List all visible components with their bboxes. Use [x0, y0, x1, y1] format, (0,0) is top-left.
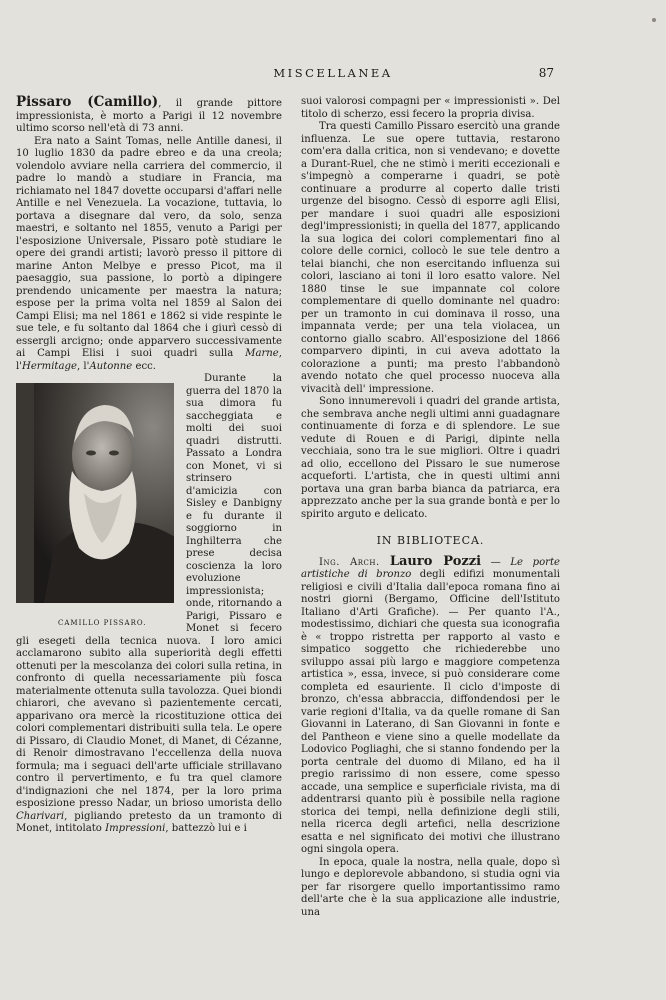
page-number: 87 [538, 66, 554, 80]
portrait-caption: CAMILLO PISSARO. [58, 619, 147, 627]
left-column [16, 96, 282, 836]
paper-spot [652, 18, 656, 22]
portrait-illustration [34, 383, 174, 603]
article-paragraph-1: Pissaro (Camillo), il grande pittore impressionista, è morto a Parigi il 12 novembre ultimo scorso nell'età di 73 anni. [16, 94, 282, 134]
book-title: Le porte artistiche di bronzo [301, 556, 561, 580]
right-column [301, 96, 560, 919]
biblioteca-paragraph-2: In epoca, quale la nostra, nella quale, dopo sì lungo e deplorevole abbandono, si studia ogni via per far risorgere quello importantissimo ramo dell'arte che è la sua applicazione alle industrie, una [301, 856, 560, 918]
article-paragraph-4: suoi valorosi compagni per « impressionisti ». Del titolo di scherzo, essi fecero la propria divisa. [301, 96, 560, 120]
article-paragraph-3: CAMILLO PISSARO. Durante la guerra del 1870 la sua dimora fu saccheggiata e molti dei suoi quadri distrutti. Passato a Londra con Monet, vi si strinsero d'amicizia con Sisley e Danbigny e fu durante il soggiorno in Inghilterra che prese decisa coscienza la loro evoluzione impressionista; onde, ritornando a Parigi, Pissaro e Monet si fecero gli esegeti della tecnica nuova. I loro amici acclamarono subito alla superiorità degli effetti ottenuti per la mescolanza dei colori sulla retina, in confronto di quella necessariamente più fosca materialmente ottenuta sulla tavolozza. Quei biondi chiarori, che avevano sì pazientemente cercati, apparivano ora mercè la ricostituzione ottica dei colori complementari distribuiti sulla tela. Le opere di Pissaro, di Claudio Monet, di Manet, di Cézanne, di Renoir dimostravano l'eccellenza della nuova formula; ma i seguaci dell'arte ufficiale strillavano contro il pervertimento, e fu tra quel clamore d'indignazioni che nel 1874, per la loro prima esposizione presso Nadar, un brioso umorista dello Charivari, pigliando pretesto da un tramonto di Monet, intitolato Impressioni, battezzò lui e i [16, 373, 282, 834]
section-title-biblioteca: IN BIBLIOTECA. [376, 534, 485, 547]
article-paragraph-6: Sono innumerevoli i quadri del grande artista, che sembrava anche negli ultimi anni guadagnare continuamente di forza e di splendore. Le sue vedute di Rouen e di Parigi, dipinte nella vecchiaia, sono tra le sue migliori. Oltre i quadri ad olio, eccellono del Pissaro le sue numerose acqueforti. L'artista, che in questi ultimi anni portava una gran barba bianca da patriarca, era apprezzato anche per la sua grande bontà e per lo spirito arguto e delicato. [301, 396, 560, 520]
article-paragraph-2: Era nato a Saint Tomas, nelle Antille danesi, il 10 luglio 1830 da padre ebreo e da una creola; volendolo avviare nella carriera del commercio, il padre lo mandò a studiare in Francia, ma richiamato nel 1847 dovette occuparsi d'affari nelle Antille e nel Venezuela. La vocazione, tuttavia, lo portava a disegnare dal vero, da solo, senza maestri, e soltanto nel 1855, venuto a Parigi per l'esposizione Universale, Pissaro potè studiare le opere dei grandi artisti; lavorò presso il pittore di marine Anton Melbye e presso Picot, ma il paesaggio, sua passione, lo portò a dipingere prendendo unicamente per maestra la natura; espose per la prima volta nel 1859 al Salon dei Campi Elisi; ma nel 1861 e 1862 si vide respinte le sue tele, e fu soltanto dal 1864 che i giurì cessò di essergli arcigno; onde apparvero successivamente ai Campi Elisi i suoi quadri sulla Marne, l'Hermitage, l'Autonne ecc. [16, 135, 282, 372]
biblioteca-paragraph-1: Ing. Arch. Lauro Pozzi — Le porte artistiche di bronzo degli edifizi monumentali religiosi e civili d'Italia dall'epoca romana fino ai nostri giorni (Bergamo, Officine dell'Istituto Italiano d'Arti Grafiche). — Per quanto l'A., modestissimo, dichiari che questa sua iconografia è « troppo ristretta per rapporto al vasto e simpatico soggetto che richiederebbe uno sviluppo assai più largo e maggiore competenza artistica », essa, invece, si può considerare come completa ed esauriente. Il ciclo d'imposte di bronzo, ch'essa abbraccia, diffondendosi per le varie regioni d'Italia, va da quelle romane di San Giovanni in Laterano, di San Giovanni in fonte e del Pantheon e viene sino a quelle modellate da Lodovico Pogliaghi, che si stanno fondendo per la porta centrale del duomo di Milano, ed ha il pregio rarissimo di non essere, come spesso accade, una semplice e superficiale rivista, ma di addentrarsi quanto più è possibile nella ragione storica dei tempi, nella definizione degli stili, nella ricerca degli artefici, nella descrizione esatta e nel significato dei motivi che illustrano ogni singola opera. [301, 553, 561, 855]
article-paragraph-5: Tra questi Camillo Pissaro esercitò una grande influenza. Le sue opere tuttavia, restarono com'era dalla critica, non si vendevano; e dovette a Durant-Ruel, che ne stimò i meriti eccezionali e s'impegnò a comperarne i quadri, se potè continuare a produrre al coperto dalle tristi urgenze del bisogno. Cessò di esporre agli Elisi, per mandare i suoi quadri alle esposizioni degl'impressionisti; in quella del 1877, applicando la sua logica dei colori complementari fino al colore delle cornici, collocò le sue tele dentro a telai bianchi, che non esercitando influenza sui colori, lasciano ai toni il loro esatto valore. Nel 1880 tinse le sue impannate col colore complementare di quello dominante nel quadro: per un tramonto in cui dominava il rosso, una impannata verde; per una tela violacea, un contorno giallo scabro. All'esposizione del 1866 comparvero dipinti, in cui aveva adottato la colorazione a punti; ma presto l'abbandonò avendo notato che quel processo nuoceva alla vivacità dell' impressione. [301, 121, 560, 395]
portrait-photo-icon [16, 383, 174, 603]
running-header: MISCELLANEA [273, 66, 393, 80]
portrait-figure [16, 383, 176, 630]
lead-name: Pissaro (Camillo) [16, 94, 159, 110]
book-author: Lauro Pozzi [389, 553, 482, 569]
